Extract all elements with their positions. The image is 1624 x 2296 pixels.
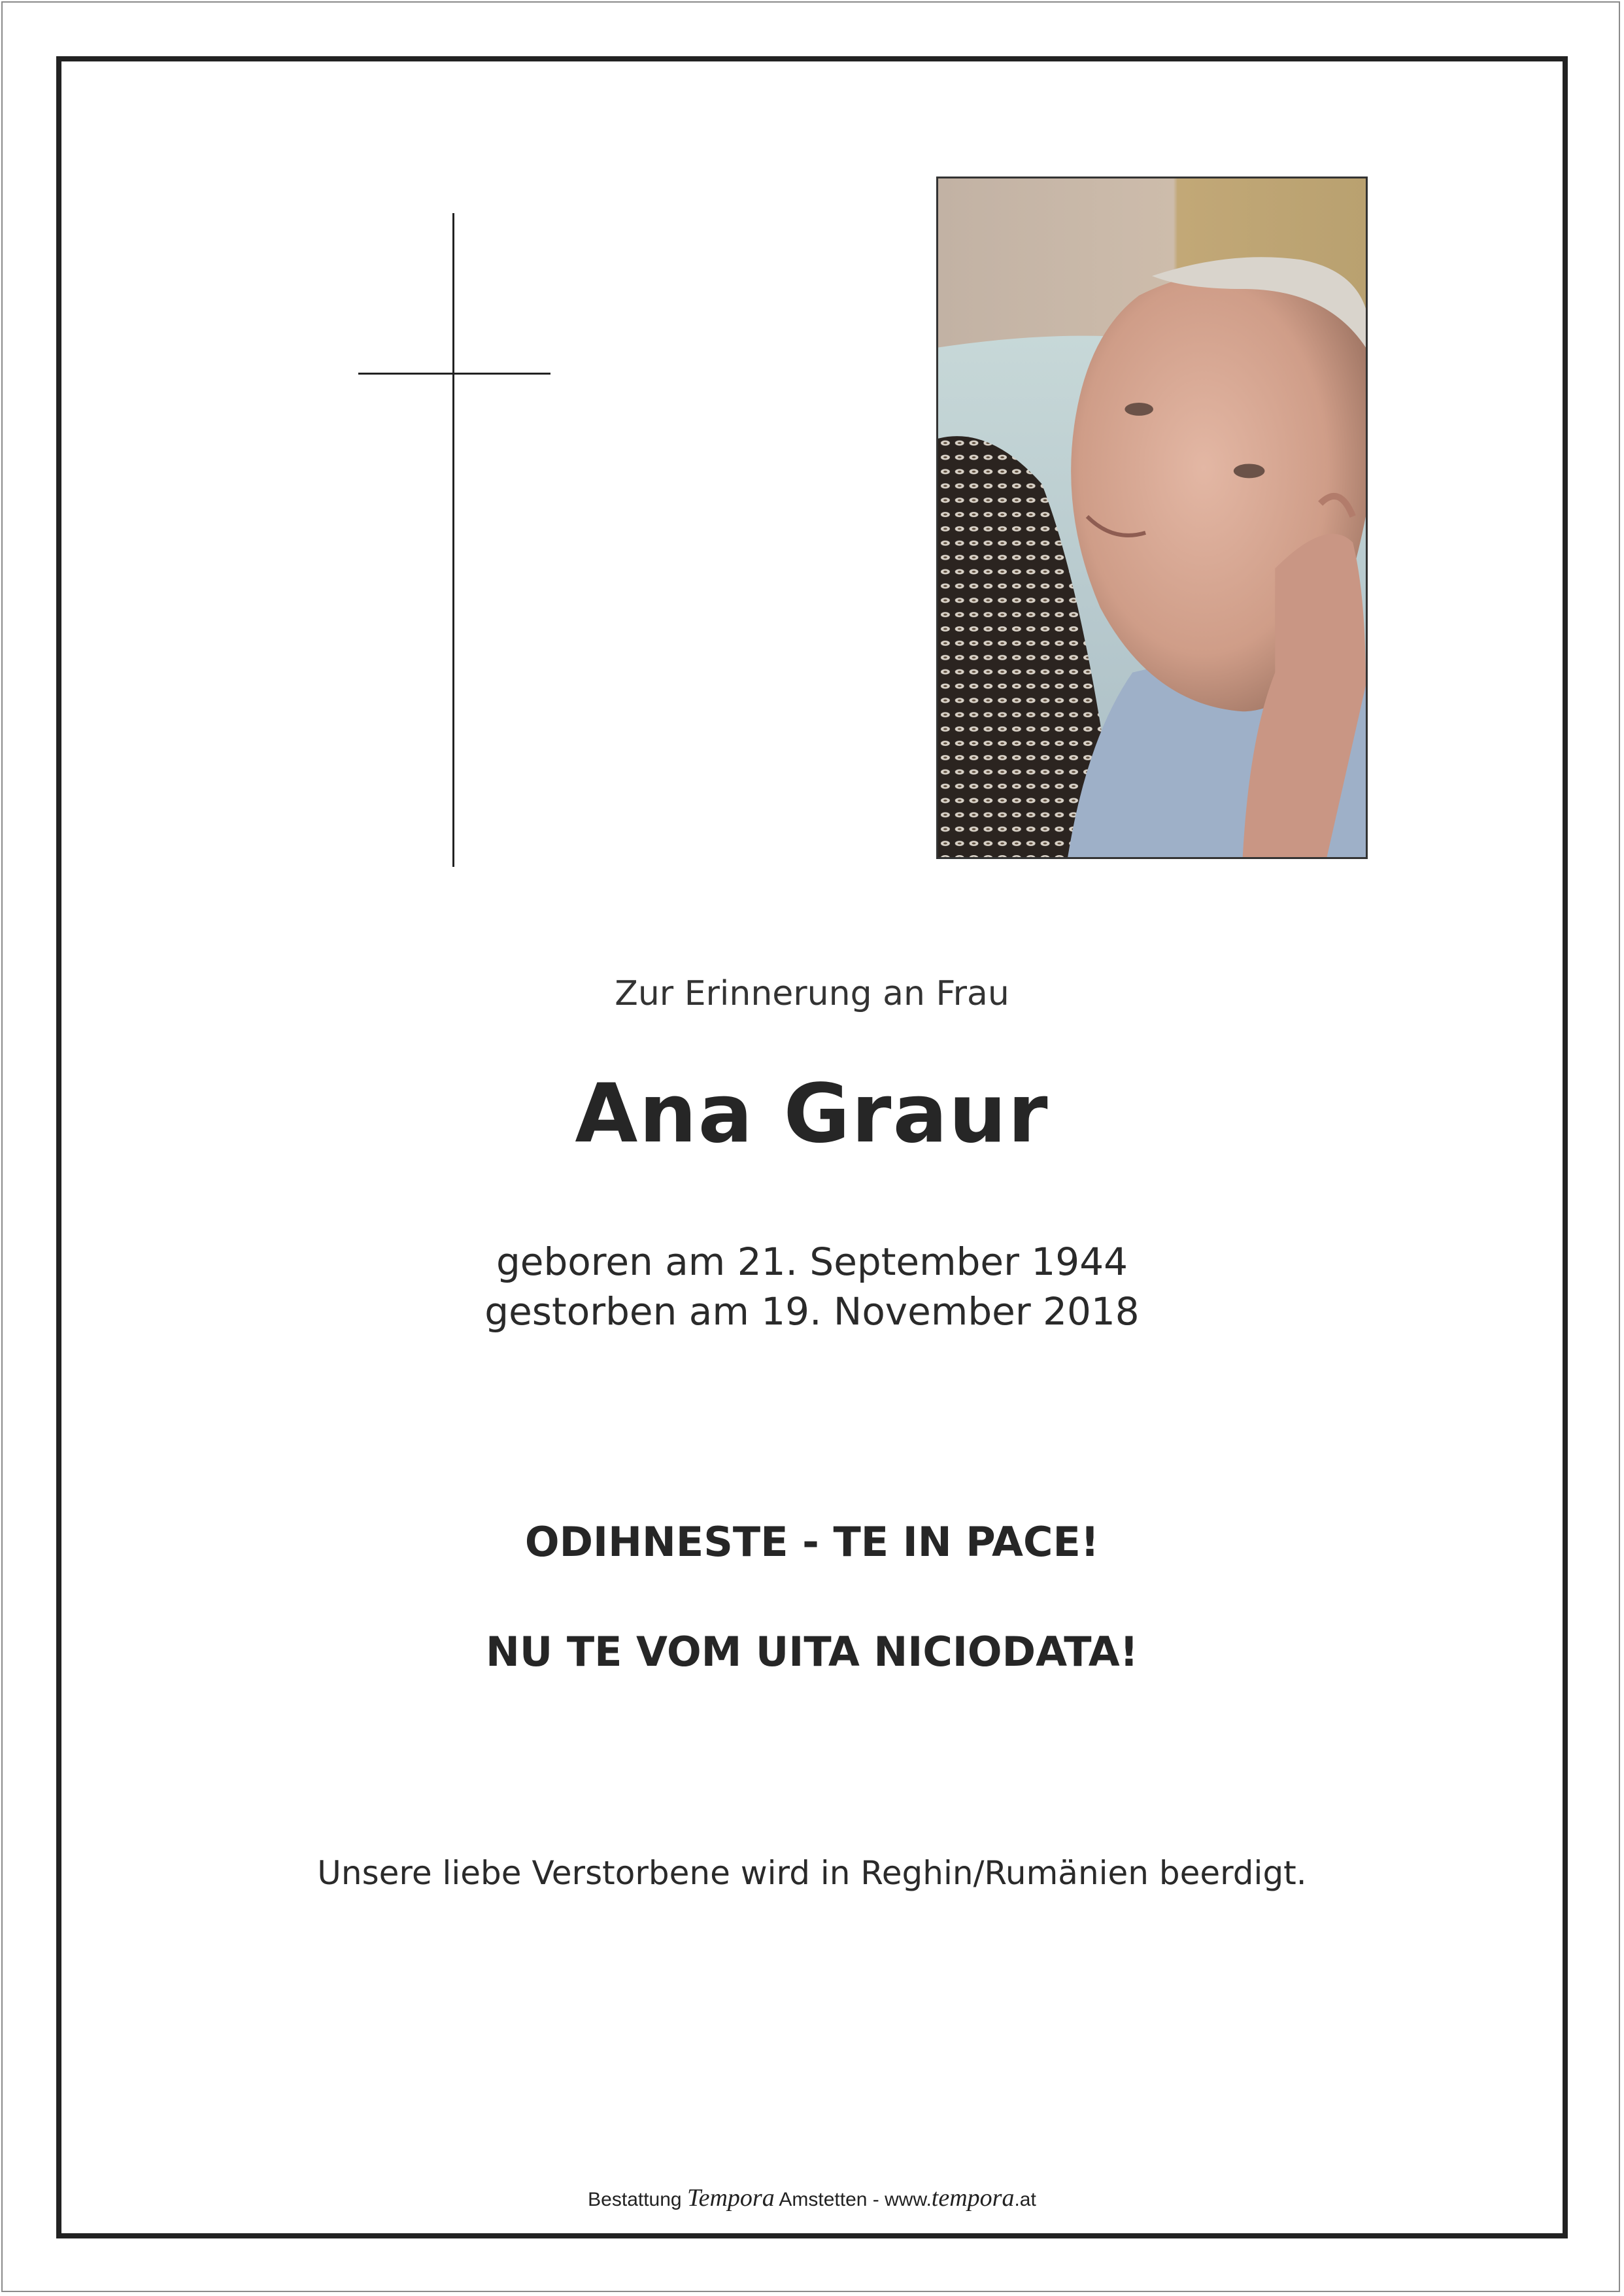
- life-dates: [0, 1237, 1624, 1336]
- footer-url-tld: .at: [1014, 2189, 1036, 2210]
- motto-never-forget: NU TE VOM UITA NICIODATA!: [486, 1628, 1138, 1676]
- funeral-home-footer: [0, 2184, 1624, 2212]
- motto-rest-in-peace: ODIHNESTE - TE IN PACE!: [524, 1518, 1100, 1566]
- footer-city-url: Amstetten - www.: [779, 2189, 932, 2210]
- footer-prefix: Bestattung: [588, 2189, 682, 2210]
- memorial-intro: Zur Erinnerung an Frau: [615, 974, 1009, 1013]
- burial-notice: Unsere liebe Verstorbene wird in Reghin/Rumänien beerdigt.: [317, 1854, 1307, 1892]
- portrait-image: [938, 178, 1366, 857]
- footer-brand-logo: Tempora: [686, 2184, 775, 2212]
- cross-horizontal-bar: [358, 373, 550, 375]
- portrait-photo: [936, 177, 1368, 859]
- deceased-name: Ana Graur: [575, 1067, 1049, 1161]
- death-date: gestorben am 19. November 2018: [484, 1289, 1140, 1334]
- cross-vertical-bar: [452, 213, 454, 867]
- birth-date: geboren am 21. September 1944: [496, 1240, 1128, 1284]
- footer-url-brand: tempora: [931, 2184, 1015, 2212]
